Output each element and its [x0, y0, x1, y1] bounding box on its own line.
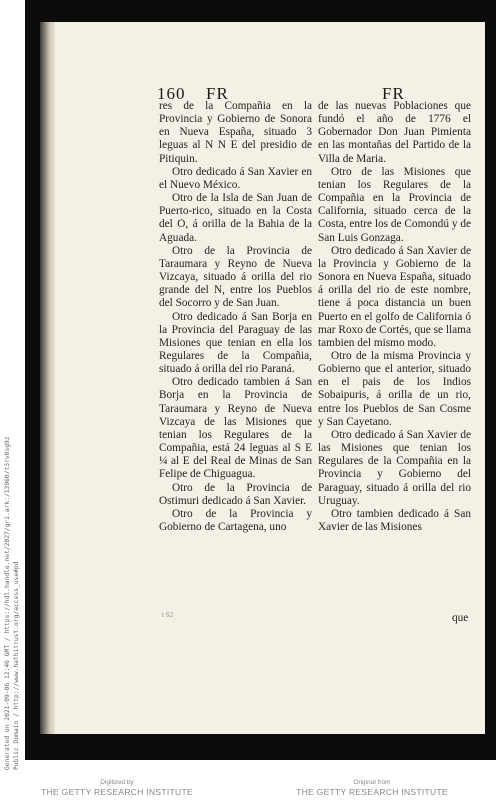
footer-original-institution: THE GETTY RESEARCH INSTITUTE [296, 787, 448, 797]
side-text-public-domain: Public Domain / http://www.hathitrust.org/access_use#pd [13, 561, 20, 770]
running-head-right: FR [382, 84, 405, 103]
paragraph: de las nuevas Poblaciones que fundó el año de 1776 el Gobernador Don Juan Pimienta en las montañas del Partido de la Villa de Maria. [318, 100, 471, 165]
footer-digitized-institution: THE GETTY RESEARCH INSTITUTE [41, 787, 193, 797]
footer-original-label: Original from [353, 779, 391, 786]
paragraph: Otro tambien dedicado á San Xavier de las Misiones [318, 507, 471, 533]
paragraph: Otro dedicado á San Xavier de las Misiones que tenian los Regulares de la Compañia en la Provincia y Gobierno del Paraguay, situado á orilla del rio Uruguay. [318, 428, 471, 507]
paragraph: Otro dedicado á San Xavier en el Nuevo México. [159, 165, 312, 191]
right-column [318, 100, 471, 534]
paragraph: Otro dedicado á San Borja en la Provincia del Paraguay de las Misiones que tenian en ella los Regulares de la Compañia, situado á orilla del rio Paraná. [159, 310, 312, 376]
side-text-generated: Generated on 2021-09-06 12:46 GMT / https://hdl.handle.net/2027/gri.ark:/13960/t3rv0sg9z [4, 436, 11, 770]
signature-mark: t S2 [162, 611, 174, 619]
paragraph: Otro de la misma Provincia y Gobierno que el anterior, situado en el pais de los Indios Sobaipuris, á orilla de un rio, entre los Pueblos de San Cosme y San Cayetano. [318, 349, 471, 428]
paragraph: Otro de las Misiones que tenian los Regulares de la Compañia en la Provincia de California, situado cerca de la Costa, entre los de Comondú y de San Luis Gonzaga. [318, 165, 471, 244]
page-number: 160 [157, 84, 186, 103]
footer-digitized [17, 778, 217, 797]
paragraph: Otro de la Provincia y Gobierno de Cartagena, uno [159, 507, 312, 533]
left-column [159, 100, 312, 534]
paragraph: Otro de la Provincia de Taraumara y Reyno de Nueva Vizcaya, situado á orilla del rio grande del N, entre los Pueblos del Socorro y de San Juan. [159, 244, 312, 310]
paragraph: Otro de la Provincia de Ostimuri dedicado á San Xavier. [159, 481, 312, 507]
footer-original [272, 778, 472, 797]
paragraph: res de la Compañia en la Provincia y Gobierno de Sonora en Nueva España, situado 3 leguas al N N E del presidio de Pitiquin. [159, 100, 312, 165]
book-gutter [40, 22, 56, 734]
paragraph: Otro dedicado á San Xavier de la Provincia y Gobierno de la Sonora en Nueva España, situado á orilla del rio de este nombre, tiene á poca distancia un buen Puerto en el golfo de California ó mar Roxo de Cortés, que se llama tambien del mismo modo. [318, 244, 471, 349]
running-head-left: FR [206, 84, 229, 103]
footer-digitized-label: Digitized by [100, 779, 134, 786]
catchword: que [452, 612, 469, 624]
paragraph: Otro dedicado tambien á San Borja en la Provincia de Taraumara y Reyno de Nueva Vizcaya de las Misiones que tenian los Regulares de la Compañia, está 24 leguas al S E ¼ al E del Real de Minas de San Felipe de Chiguagua. [159, 376, 312, 481]
paragraph: Otro de la Isla de San Juan de Puerto-rico, situado en la Costa del O, á orilla de la Bahia de la Aguada. [159, 192, 312, 244]
